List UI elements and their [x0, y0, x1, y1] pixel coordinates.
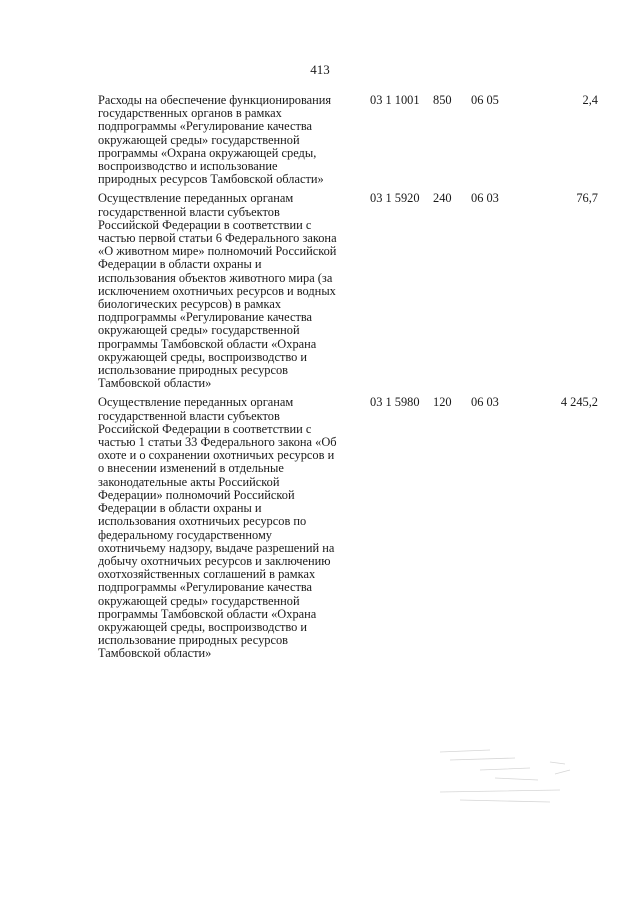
table-row	[98, 396, 598, 660]
table-row	[98, 94, 598, 186]
page-number: 413	[310, 62, 330, 77]
row-description: Осуществление переданных органам государственной власти субъектов Российской Федерации в соответствии с частью первой статьи 6 Федерального закона «О животном мире» полномочий Российской Федерации в области охраны и использования объектов животного мира (за исключением охотничьих ресурсов и водных биологических ресурсов) в рамках подпрограммы «Регулирование качества окружающей среды» государственной программы Тамбовской области «Охрана окружающей среды, воспроизводство и использование природных ресурсов Тамбовской области»	[98, 191, 337, 391]
row-section-code: 06 05	[471, 93, 499, 107]
table-row	[98, 192, 598, 390]
row-target-article: 03 1 5920	[370, 191, 420, 206]
row-amount: 4 245,2	[560, 395, 598, 410]
row-expense-type: 850	[433, 93, 452, 107]
row-section-code: 06 03	[471, 191, 499, 206]
row-target-article: 03 1 5980	[370, 395, 420, 410]
budget-table	[98, 94, 598, 667]
row-expense-type: 120	[433, 395, 452, 410]
row-amount: 76,7	[576, 191, 598, 206]
row-description: Расходы на обеспечение функционирования государственных органов в рамках подпрограммы «Регулирование качества окружающей среды» государственной программы «Охрана окружающей среды, воспроизводство и использование природных ресурсов Тамбовской области»	[98, 93, 332, 187]
row-amount: 2,4	[582, 93, 598, 107]
row-section-code: 06 03	[471, 395, 499, 410]
row-target-article: 03 1 1001	[370, 93, 420, 107]
row-description: Осуществление переданных органам государственной власти субъектов Российской Федерации в соответствии с частью 1 статьи 33 Федерального закона «Об охоте и о сохранении охотничьих ресурсов и о внесении изменений в отдельные законодательные акты Российской Федерации» полномочий Российской Федерации в области охраны и использования охотничьих ресурсов по федеральному государственному охотничьему надзору, выдаче разрешений на добычу охотничьих ресурсов и заключению охотхозяйственных соглашений в рамках подпрограммы «Регулирование качества окружающей среды» государственной программы Тамбовской области «Охрана окружающей среды, воспроизводство и использование природных ресурсов Тамбовской области»	[98, 395, 337, 661]
faint-stamp-mark	[420, 740, 580, 810]
row-expense-type: 240	[433, 191, 452, 206]
